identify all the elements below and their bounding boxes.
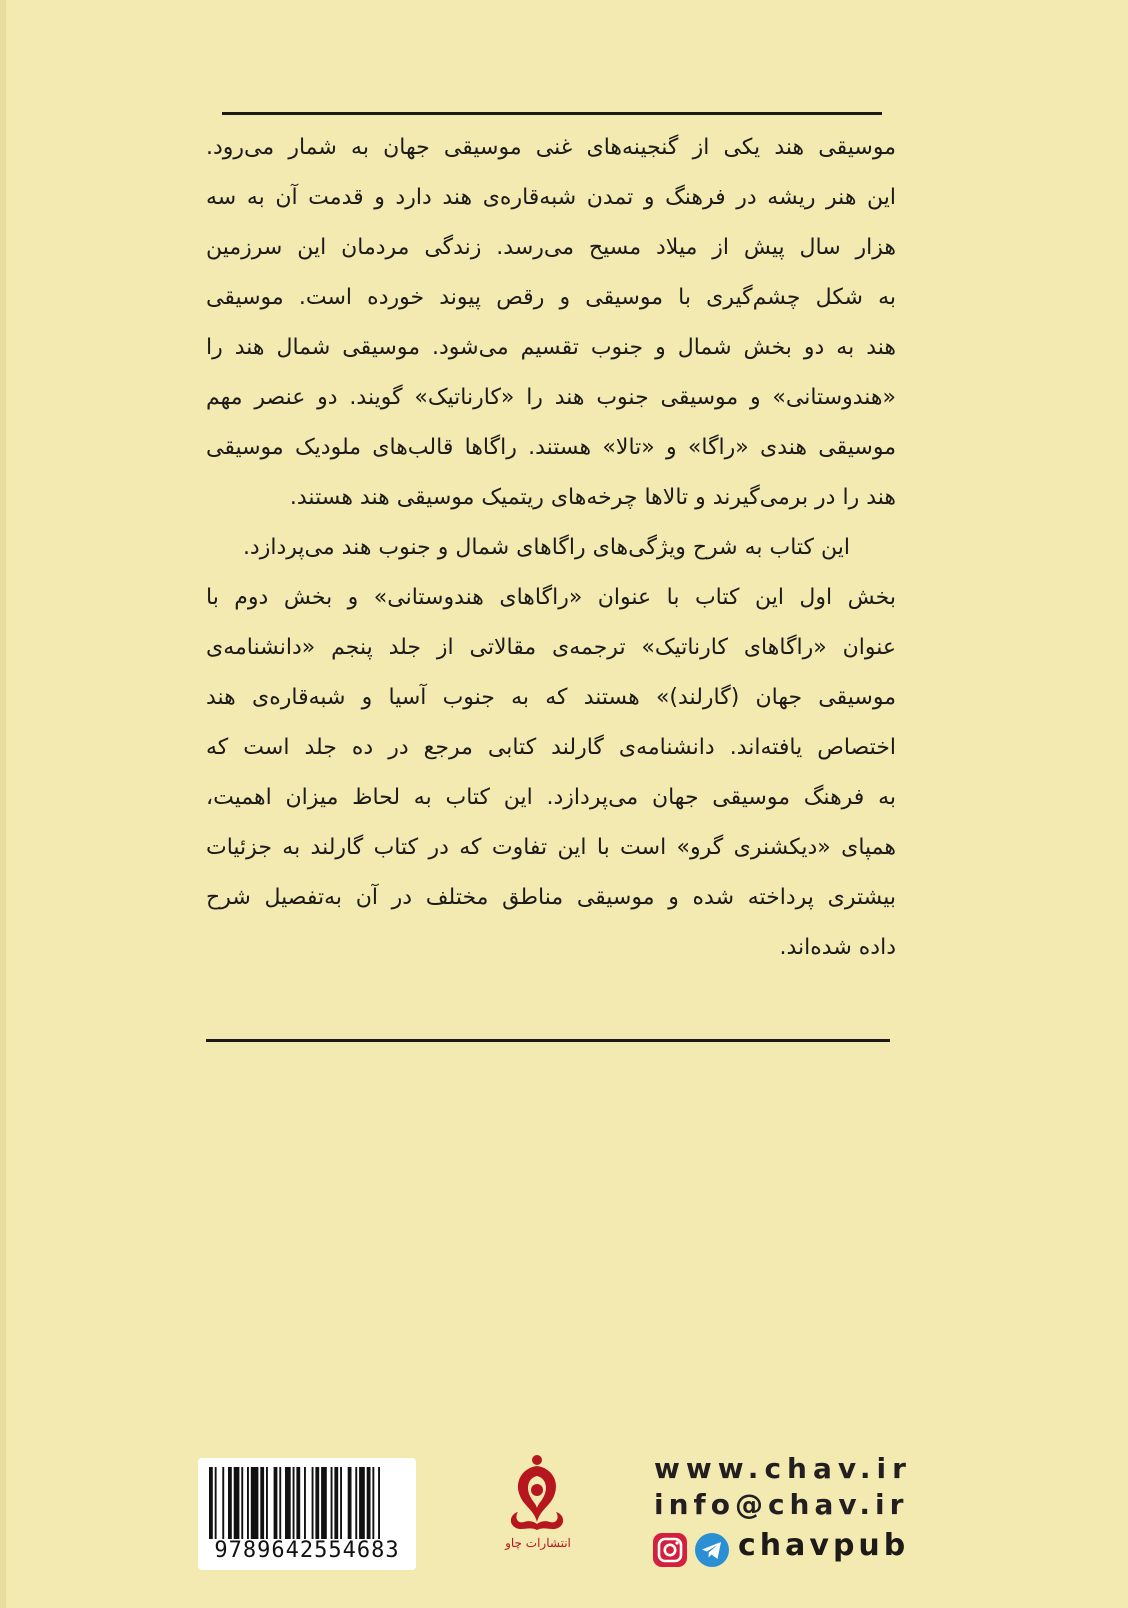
blurb-line: این هنر ریشه در فرهنگ و تمدن شبه‌قاره‌ی هند دارد و قدمت آن به سه: [206, 185, 896, 210]
barcode-bar: [222, 1467, 224, 1539]
barcode-bar: [312, 1467, 314, 1539]
blurb-line: همپای «دیکشنری گرو» است با این تفاوت که در کتاب گارلند به جزئیات: [206, 835, 896, 860]
barcode-bar: [359, 1467, 365, 1539]
blurb-line: به فرهنگ موسیقی جهان می‌پردازد. این کتاب به لحاظ میزان اهمیت،: [206, 785, 896, 810]
back-cover-blurb: [206, 123, 896, 973]
barcode-bar: [367, 1467, 371, 1539]
blurb-line: هند را در برمی‌گیرند و تالاها چرخه‌های ریتمیک موسیقی هند هستند.: [289, 485, 896, 510]
instagram-icon[interactable]: [652, 1532, 688, 1568]
publisher-logo-icon: [500, 1452, 574, 1536]
publisher-name: انتشارات چاو: [505, 1536, 571, 1550]
blurb-line: موسیقی هندی «راگا» و «تالا» هستند. راگاها قالب‌های ملودیک موسیقی: [206, 435, 896, 460]
barcode-bar: [251, 1467, 259, 1539]
blurb-line: اختصاص یافته‌اند. دانشنامه‌ی گارلند کتابی مرجع در ده جلد است که: [206, 735, 896, 760]
social-handle[interactable]: chavpub: [738, 1528, 910, 1563]
barcode-bar: [215, 1467, 217, 1539]
barcode-bar: [260, 1467, 264, 1539]
barcode-bar: [378, 1467, 380, 1539]
barcode-bar: [315, 1467, 319, 1539]
barcode-bar: [285, 1467, 291, 1539]
cover-edge: [0, 0, 6, 1608]
barcode-bar: [372, 1467, 374, 1539]
barcode-bar: [304, 1467, 306, 1539]
isbn-barcode: [198, 1458, 416, 1570]
barcode-bar: [274, 1467, 278, 1539]
barcode-bar: [241, 1467, 243, 1539]
bottom-rule: [206, 1039, 890, 1042]
barcode-bar: [334, 1467, 338, 1539]
barcode-bar: [234, 1467, 240, 1539]
top-rule: [222, 112, 882, 115]
barcode-bar: [279, 1467, 281, 1539]
blurb-line: بخش اول این کتاب با عنوان «راگاهای هندوستانی» و بخش دوم با: [206, 585, 896, 610]
blurb-line: «هندوستانی» و موسیقی جنوب هند را «کارناتیک» گویند. دو عنصر مهم: [206, 385, 896, 410]
barcode-bar: [228, 1467, 232, 1539]
telegram-icon[interactable]: [694, 1532, 730, 1568]
barcode-bar: [209, 1467, 213, 1539]
email-address[interactable]: info@chav.ir: [654, 1488, 909, 1521]
barcode-bar: [266, 1467, 268, 1539]
blurb-line: هند به دو بخش شمال و جنوب تقسیم می‌شود. موسیقی شمال هند را: [206, 335, 896, 360]
barcode-bar: [296, 1467, 300, 1539]
blurb-line: این کتاب به شرح ویژگی‌های راگاهای شمال و جنوب هند می‌پردازد.: [242, 535, 850, 560]
blurb-line: هزار سال پیش از میلاد مسیح می‌رسد. زندگی مردمان این سرزمین: [206, 235, 896, 260]
website-url[interactable]: www.chav.ir: [654, 1452, 912, 1485]
blurb-line: موسیقی جهان (گارلند)» هستند که به جنوب آسیا و شبه‌قاره‌ی هند: [206, 685, 896, 710]
blurb-line: عنوان «راگاهای کارناتیک» ترجمه‌ی مقالاتی از جلد پنجم «دانشنامه‌ی: [206, 635, 896, 660]
barcode-bars: [207, 1467, 407, 1539]
barcode-bar: [348, 1467, 352, 1539]
barcode-bar: [331, 1467, 333, 1539]
barcode-bar: [340, 1467, 342, 1539]
blurb-line: به شکل چشم‌گیری با موسیقی و رقص پیوند خورده است. موسیقی: [206, 285, 896, 310]
blurb-line: داده شده‌اند.: [779, 935, 896, 960]
isbn-number: 9789642554683: [214, 1538, 400, 1563]
barcode-bar: [247, 1467, 249, 1539]
barcode-bar: [293, 1467, 295, 1539]
blurb-line: بیشتری پرداخته شده و موسیقی مناطق مختلف در آن به‌تفصیل شرح: [206, 885, 896, 910]
blurb-line: موسیقی هند یکی از گنجینه‌های غنی موسیقی جهان به شمار می‌رود.: [206, 135, 896, 160]
barcode-bar: [321, 1467, 327, 1539]
barcode-bar: [355, 1467, 357, 1539]
